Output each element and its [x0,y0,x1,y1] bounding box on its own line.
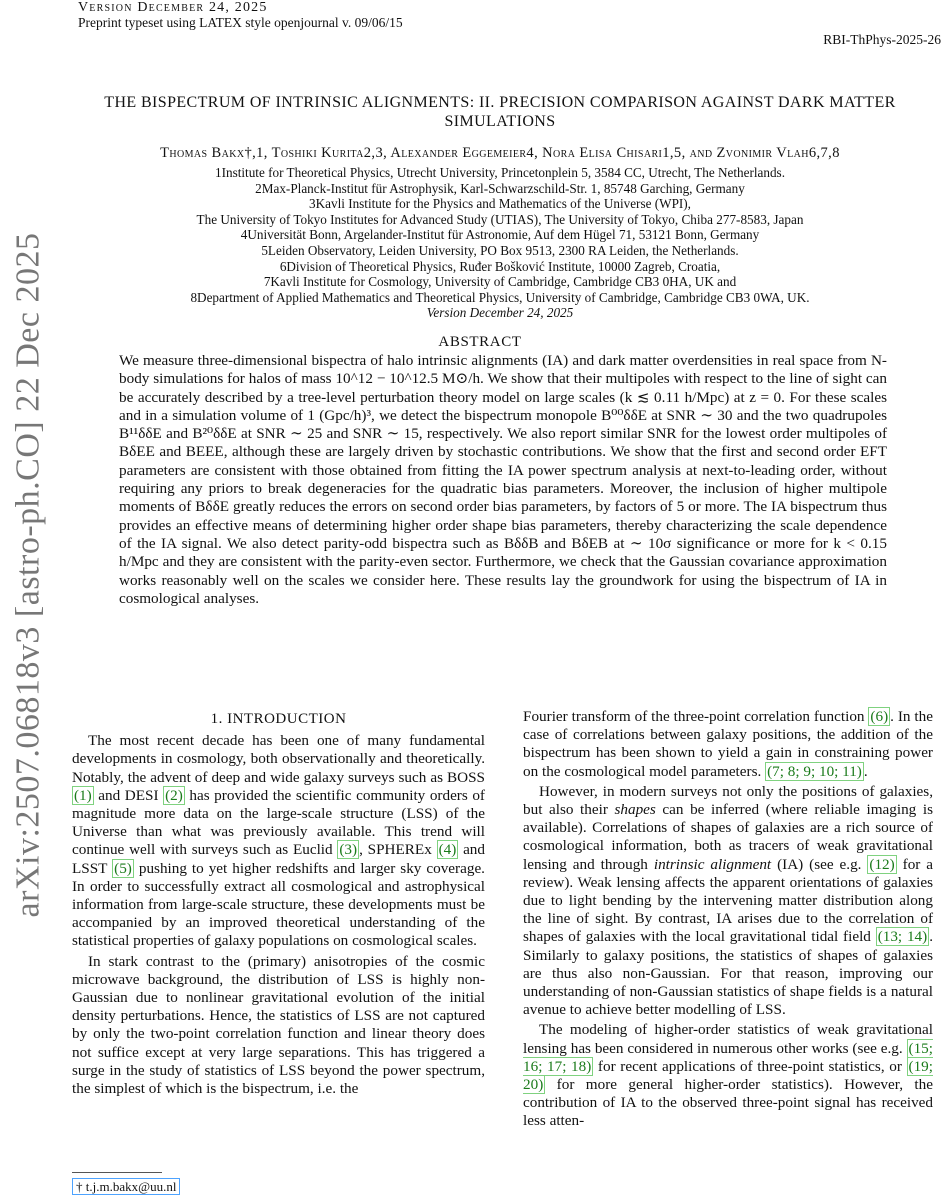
version-line: Version December 24, 2025 [78,0,268,15]
author-list: Thomas Bakx†,1, Toshiki Kurita2,3, Alexander Eggemeier4, Nora Elisa Chisari1,5, and Zvonimir Vlah6,7,8 [160,145,840,161]
citation-link[interactable]: (3) [339,841,358,859]
affiliation-line: 3Kavli Institute for the Physics and Mathematics of the Universe (WPI), [309,196,691,212]
citation-link[interactable]: (15; 16; 17; 18) [523,1039,933,1075]
citation-link[interactable]: (6) [870,708,889,725]
affiliation-line: 4Universität Bonn, Argelander-Institut für Astronomie, Auf dem Hügel 71, 53121 Bonn, Germany [240,227,760,243]
affiliation-line: 8Department of Applied Mathematics and Theoretical Physics, University of Cambridge, Cambridge CB3 0WA, UK. [190,289,810,305]
paragraph: The modeling of higher-order statistics of weak gravitational lensing has been considered in numerous other works (see e.g. (15; 16; 17; 18) for recent applications of three-point statistics, or (19; 20) for more general higher-order statistics). However, the contribution of IA to the observed three-point signal has received less atten- [523,1021,933,1130]
citation-link[interactable]: (12) [869,855,895,873]
affiliation-line: The University of Tokyo Institutes for Advanced Study (UTIAS), The University of Tokyo, Chiba 277-8583, Japan [196,211,804,227]
footnote-email-link[interactable]: † t.j.m.bakx@uu.nl [72,1178,180,1195]
citation-link[interactable]: (7; 8; 9; 10; 11) [767,762,862,780]
affiliation-line: 1Institute for Theoretical Physics, Utrecht University, Princetonplein 5, 3584 CC, Utrecht, The Netherlands. [215,165,785,180]
left-column [72,710,485,1098]
citation-link[interactable]: (4) [438,841,457,859]
footnote-rule [72,1172,162,1173]
paragraph: In stark contrast to the (primary) anisotropies of the cosmic microwave background, the distribution of LSS is highly non-Gaussian due to nonlinear gravitational evolution of the initial density perturbations. Hence, the statistics of LSS are not captured by only the two-point correlation function and linear theory does not suffice except at very large separations. This has triggered a surge in the study of statistics of LSS beyond the power spectrum, the simplest of which is the bispectrum, i.e. the [72,952,485,1098]
arxiv-stamp: arXiv:2507.06818v3 [astro-ph.CO] 22 Dec 2025 [9,232,47,918]
citation-link[interactable]: (13; 14) [877,928,928,946]
affiliations [100,165,900,321]
affiliation-line: 7Kavli Institute for Cosmology, University of Cambridge, Cambridge CB3 0HA, UK and [263,274,737,290]
affiliation-line: 6Division of Theoretical Physics, Ruđer Bošković Institute, 10000 Zagreb, Croatia, [279,258,721,274]
paper-title: THE BISPECTRUM OF INTRINSIC ALIGNMENTS: II. PRECISION COMPARISON AGAINST DARK MATTER SIMULATIONS [104,94,896,130]
paragraph: The most recent decade has been one of many fundamental developments in cosmology, both observationally and theoretically. Notably, the advent of deep and wide galaxy surveys such as BOSS (1) and DESI (2) has provided the scientific community orders of magnitude more data on the large-scale structure (LSS) of the Universe than what was previously available. This trend will continue well with surveys such as Euclid (3) , SPHEREx (4) and LSST (5) pushing to yet higher redshifts and larger sky coverage. In order to successfully extract all cosmological and astrophysical information from large-scale structure, these developments must be accompanied by an improved theoretical understanding of the statistical properties of galaxy populations on cosmological scales. [72,732,485,950]
citation-link[interactable]: (5) [114,859,132,877]
abstract-heading: ABSTRACT [438,334,522,350]
preprint-line: Preprint typeset using LATEX style openjournal v. 09/06/15 [78,15,403,30]
citation-link[interactable]: (19; 20) [523,1057,933,1094]
dateline: Version December 24, 2025 [426,305,574,321]
paragraph: However, in modern surveys not only the positions of galaxies, but also their shapes can be inferred (where reliable imaging is available). Correlations of shapes of galaxies are a rich source of cosmological information, both as tracers of weak gravitational lensing and through intrinsic alignment (IA) (see e.g. (12) for a review). Weak lensing affects the apparent orientations of galaxies due to light bending by the intervening matter distribution along the line of sight. By contrast, IA arises due to the correlation of shapes of galaxies with the local gravitational tidal field (13; 14) . Similarly to galaxy positions, the statistics of shapes of galaxies are thus also non-Gaussian. For that reason, improving our understanding of non-Gaussian statistics of shape fields is a natural avenue to achieve better modelling of LSS. [523,782,934,1019]
right-column [523,708,933,1131]
citation-link[interactable]: (1) [74,786,92,804]
paragraph: Fourier transform of the three-point correlation function (6) . In the case of correlations between galaxy positions, the addition of the bispectrum has been shown to yield a gain in constraining power on the cosmological model parameters. (7; 8; 9; 10; 11) . [523,708,933,780]
section-heading: 1. INTRODUCTION [210,711,347,727]
report-number: RBI-ThPhys-2025-26 [823,32,941,47]
abstract-body: We measure three-dimensional bispectra of halo intrinsic alignments (IA) and dark matter overdensities in real space from N-body simulations for halos of mass 10^12 − 10^12.5 M⊙/h. We show that their multipoles with respect to the line of sight can be accurately described by a tree-level perturbation theory model on large scales (k ≲ 0.11 h/Mpc) at z = 0. For these scales and in a simulation volume of 1 (Gpc/h)³, we detect the bispectrum monopole B⁰⁰δδE at SNR ∼ 30 and the two quadrupoles B¹¹δδE and B²⁰δδE at SNR ∼ 25 and SNR ∼ 15, respectively. We also report similar SNR for the lowest order multipoles of BδEE and BEEE, although these are largely driven by stochastic contributions. We show that the first and second order EFT parameters are consistent with those obtained from fitting the IA power spectrum analysis at next-to-leading order, without requiring any priors to break degeneracies for the quadratic bias parameters. Moreover, the inclusion of higher multipole moments of BδδE greatly reduces the errors on second order bias parameters, by factors of 5 or more. The IA bispectrum thus provides an effective means of determining higher order shape bias parameters, thereby characterizing the scale dependence of the IA signal. We also detect parity-odd bispectra such as BδδB and BδEB at ∼ 10σ significance or more for k < 0.15 h/Mpc and they are consistent with the parity-even sector. Furthermore, we check that the Gaussian covariance approximation works reasonably well on the scales we consider here. These results lay the groundwork for using the bispectrum of IA in cosmological analyses. [119,352,887,607]
citation-link[interactable]: (2) [165,786,183,804]
affiliation-line: 2Max-Planck-Institut für Astrophysik, Karl-Schwarzschild-Str. 1, 85748 Garching, Germany [255,180,745,196]
affiliation-line: 5Leiden Observatory, Leiden University, PO Box 9513, 2300 RA Leiden, the Netherlands. [261,242,739,258]
